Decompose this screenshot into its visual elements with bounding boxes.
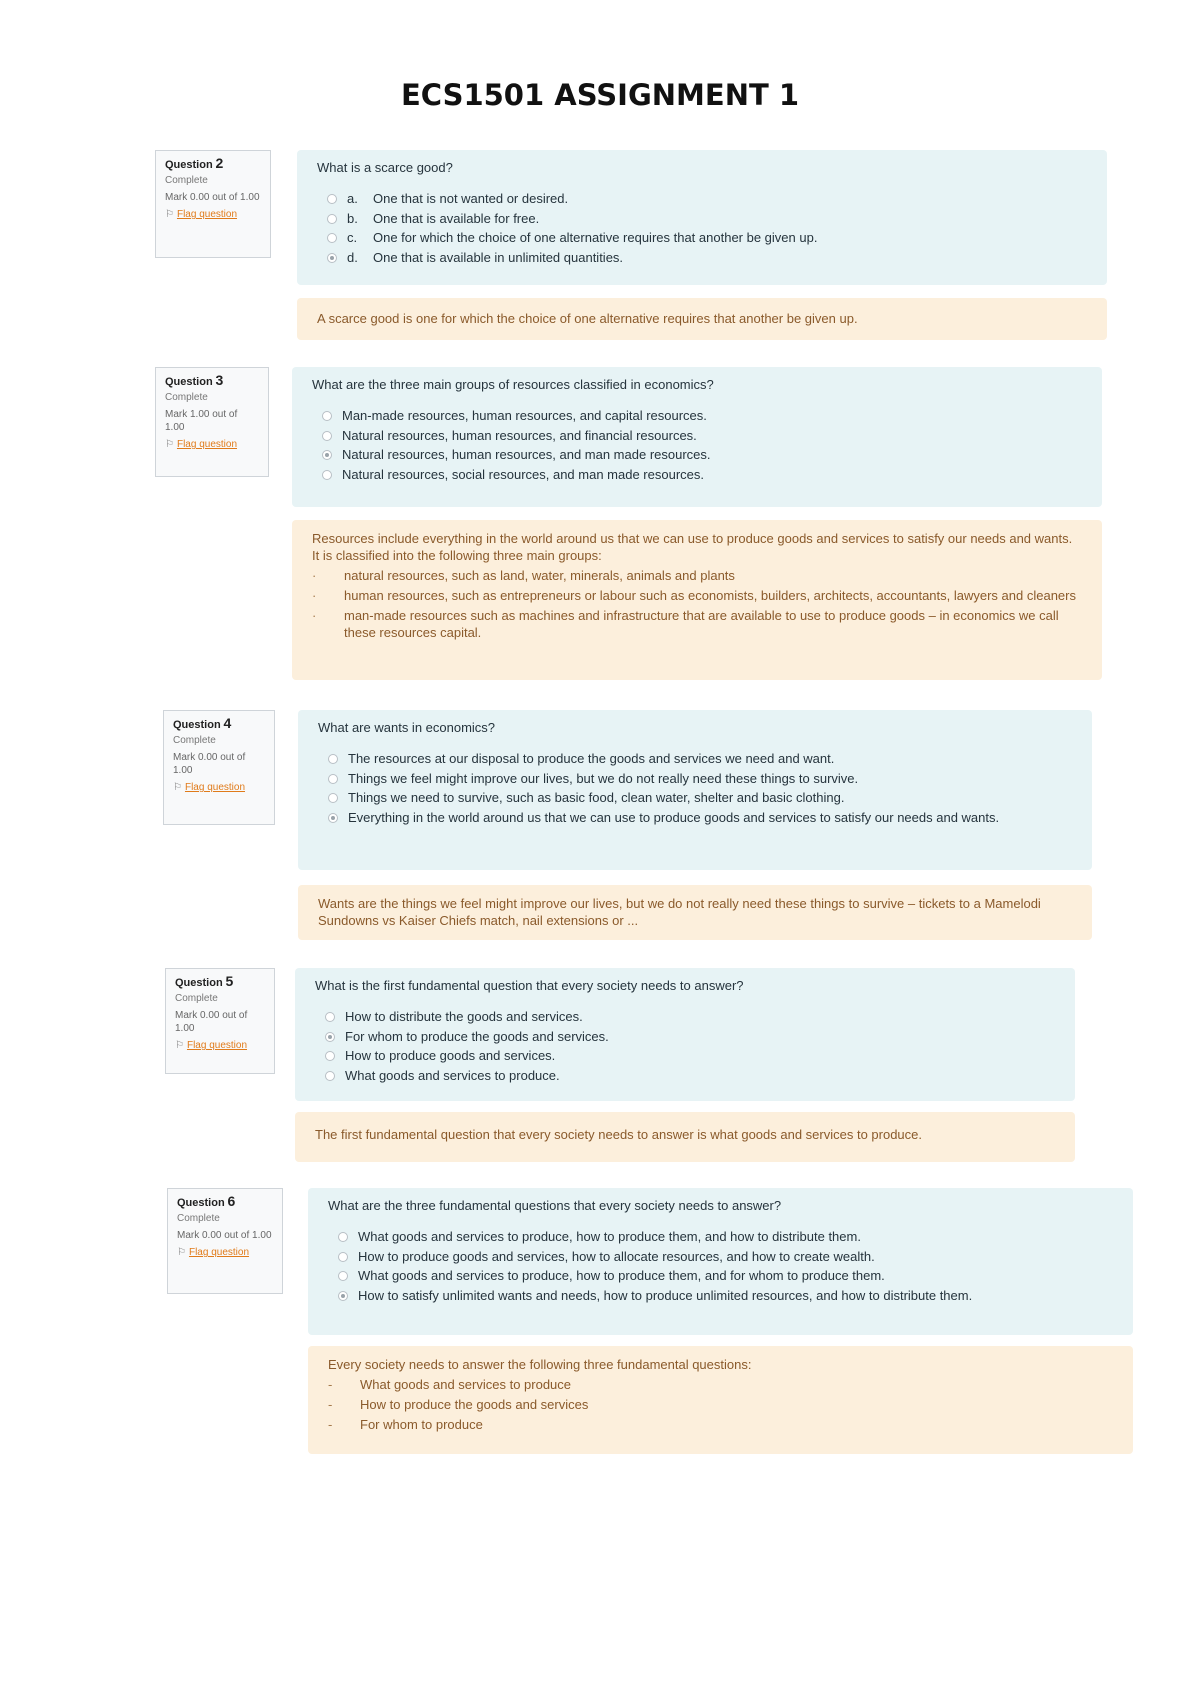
radio-button[interactable]: [327, 194, 337, 204]
answer-option[interactable]: What goods and services to produce.: [325, 1068, 1055, 1084]
question-label: Question: [175, 977, 223, 989]
answer-option[interactable]: How to satisfy unlimited wants and needs, how to produce unlimited resources, and how to distribute them.: [338, 1288, 1113, 1304]
answer-option[interactable]: Things we feel might improve our lives, but we do not really need these things to survive.: [328, 771, 1072, 787]
radio-button[interactable]: [328, 754, 338, 764]
answer-option[interactable]: Natural resources, human resources, and financial resources.: [322, 428, 1082, 444]
flag-icon: ⚐: [177, 1247, 186, 1258]
feedback-list-item: · natural resources, such as land, water, minerals, animals and plants: [312, 568, 735, 583]
question-state: Complete: [165, 392, 208, 403]
radio-button[interactable]: [325, 1012, 335, 1022]
question-state: Complete: [175, 993, 218, 1004]
answer-option[interactable]: c. One for which the choice of one alternative requires that another be given up.: [327, 230, 1087, 246]
question-box-4: [298, 710, 1092, 870]
flag-question-link[interactable]: ⚐ Flag question: [173, 782, 246, 793]
radio-button[interactable]: [338, 1252, 348, 1262]
feedback-box-2: [297, 298, 1107, 340]
answer-option[interactable]: How to distribute the goods and services.: [325, 1009, 1055, 1025]
question-state: Complete: [165, 175, 208, 186]
question-info-6: [167, 1188, 283, 1294]
question-info-5: [165, 968, 275, 1074]
radio-button[interactable]: [322, 411, 332, 421]
feedback-text: Every society needs to answer the following three fundamental questions:: [328, 1357, 752, 1372]
feedback-list-item: · human resources, such as entrepreneurs or labour such as economists, builders, architects, accountants, lawyers and cleaners: [312, 588, 1076, 603]
answer-option[interactable]: a. One that is not wanted or desired.: [327, 191, 1087, 207]
answer-option[interactable]: Natural resources, social resources, and man made resources.: [322, 467, 1082, 483]
radio-button-selected[interactable]: [322, 450, 332, 460]
question-prompt: What are the three main groups of resources classified in economics?: [312, 377, 714, 392]
question-prompt: What is the first fundamental question that every society needs to answer?: [315, 978, 744, 993]
question-box-6: [308, 1188, 1133, 1335]
question-prompt: What are the three fundamental questions that every society needs to answer?: [328, 1198, 782, 1213]
radio-button[interactable]: [322, 470, 332, 480]
answer-option[interactable]: How to produce goods and services.: [325, 1048, 1055, 1064]
question-number: 4: [223, 715, 232, 731]
question-state: Complete: [177, 1213, 220, 1224]
feedback-list-item: - For whom to produce: [328, 1417, 483, 1432]
answer-option[interactable]: Things we need to survive, such as basic food, clean water, shelter and basic clothing.: [328, 790, 1072, 806]
answer-option[interactable]: Man-made resources, human resources, and capital resources.: [322, 408, 1082, 424]
answer-option[interactable]: For whom to produce the goods and services.: [325, 1029, 1055, 1045]
question-box-5: [295, 968, 1075, 1101]
document-title: ECS1501 ASSIGNMENT 1: [400, 78, 800, 112]
feedback-text: The first fundamental question that every society needs to answer is what goods and services to produce.: [315, 1127, 923, 1142]
flag-question-link[interactable]: ⚐ Flag question: [165, 209, 238, 220]
question-number: 3: [215, 372, 224, 388]
feedback-list-item: - What goods and services to produce: [328, 1377, 572, 1392]
radio-button-selected[interactable]: [328, 813, 338, 823]
question-label: Question: [173, 719, 221, 731]
radio-button[interactable]: [327, 233, 337, 243]
feedback-text: A scarce good is one for which the choice of one alternative requires that another be given up.: [317, 311, 858, 326]
radio-button[interactable]: [327, 214, 337, 224]
answer-option[interactable]: b. One that is available for free.: [327, 211, 1087, 227]
question-number: 5: [225, 973, 234, 989]
feedback-text: Resources include everything in the world around us that we can use to produce goods and services to satisfy our needs and wants. It is classified into the following three main groups:: [312, 531, 1073, 563]
radio-button[interactable]: [338, 1232, 348, 1242]
flag-icon: ⚐: [175, 1040, 184, 1051]
question-mark: Mark 1.00 out of 1.00: [165, 409, 238, 433]
question-mark: Mark 0.00 out of 1.00: [177, 1230, 272, 1241]
question-box-3: [292, 367, 1102, 507]
radio-button[interactable]: [328, 793, 338, 803]
flag-question-link[interactable]: ⚐ Flag question: [175, 1040, 248, 1051]
question-mark: Mark 0.00 out of 1.00: [173, 752, 246, 776]
answer-option[interactable]: d. One that is available in unlimited quantities.: [327, 250, 1087, 266]
feedback-list-item: - How to produce the goods and services: [328, 1397, 589, 1412]
radio-button[interactable]: [328, 774, 338, 784]
question-label: Question: [165, 376, 213, 388]
question-box-2: [297, 150, 1107, 285]
answer-option[interactable]: The resources at our disposal to produce the goods and services we need and want.: [328, 751, 1072, 767]
question-info-4: [163, 710, 275, 825]
question-info-2: [155, 150, 271, 258]
answer-option[interactable]: Everything in the world around us that we can use to produce goods and services to satisfy our needs and wants.: [328, 810, 1072, 826]
radio-button[interactable]: [325, 1071, 335, 1081]
radio-button-selected[interactable]: [325, 1032, 335, 1042]
question-state: Complete: [173, 735, 216, 746]
flag-icon: ⚐: [165, 439, 174, 450]
question-number: 2: [215, 155, 224, 171]
flag-question-link[interactable]: ⚐ Flag question: [165, 439, 238, 450]
feedback-box-4: [298, 885, 1092, 940]
flag-icon: ⚐: [173, 782, 182, 793]
feedback-box-6: [308, 1346, 1133, 1454]
radio-button[interactable]: [325, 1051, 335, 1061]
answer-option[interactable]: What goods and services to produce, how to produce them, and how to distribute them.: [338, 1229, 1113, 1245]
flag-icon: ⚐: [165, 209, 174, 220]
feedback-list-item: · man-made resources such as machines and infrastructure that are available to use to produce goods – in economics we call these resources capital.: [312, 608, 1059, 640]
question-number: 6: [227, 1193, 236, 1209]
radio-button[interactable]: [338, 1271, 348, 1281]
answer-option[interactable]: Natural resources, human resources, and man made resources.: [322, 447, 1082, 463]
answer-option[interactable]: How to produce goods and services, how to allocate resources, and how to create wealth.: [338, 1249, 1113, 1265]
question-mark: Mark 0.00 out of 1.00: [175, 1010, 248, 1034]
feedback-box-5: [295, 1112, 1075, 1162]
radio-button[interactable]: [322, 431, 332, 441]
feedback-box-3: [292, 520, 1102, 680]
radio-button-selected[interactable]: [327, 253, 337, 263]
flag-question-link[interactable]: ⚐ Flag question: [177, 1247, 250, 1258]
question-prompt: What is a scarce good?: [317, 160, 453, 175]
question-label: Question: [177, 1197, 225, 1209]
question-label: Question: [165, 159, 213, 171]
answer-option[interactable]: What goods and services to produce, how to produce them, and for whom to produce them.: [338, 1268, 1113, 1284]
question-info-3: [155, 367, 269, 477]
feedback-text: Wants are the things we feel might improve our lives, but we do not really need these things to survive – tickets to a Mamelodi Sundowns vs Kaiser Chiefs match, nail extensions or ...: [318, 896, 1041, 928]
question-mark: Mark 0.00 out of 1.00: [165, 192, 260, 203]
radio-button-selected[interactable]: [338, 1291, 348, 1301]
question-prompt: What are wants in economics?: [318, 720, 496, 735]
